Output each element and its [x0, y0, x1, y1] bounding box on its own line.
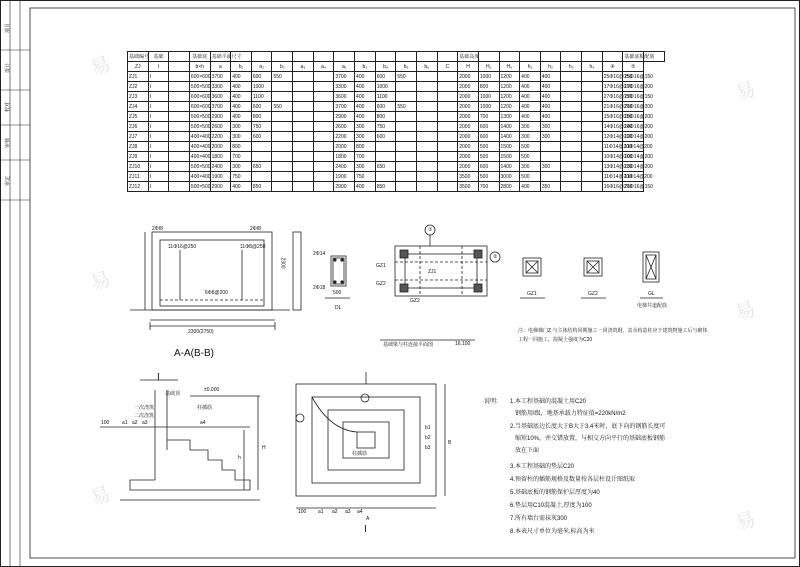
dim-label: 2300(2750): [188, 329, 214, 335]
table-cell: b₂: [272, 62, 293, 72]
table-cell: 1000: [251, 82, 272, 92]
level-label: 基础顶: [165, 391, 181, 397]
table-cell: ZJ8: [128, 142, 149, 152]
note-line: 6.垫层用C10混凝土,厚度为100: [510, 503, 592, 509]
table-cell: 3700: [334, 72, 355, 82]
table-cell: 13Φ14@200: [603, 163, 633, 170]
table-cell: 1000: [478, 102, 499, 112]
table-cell: 500×500: [190, 163, 211, 170]
table-cell: 550: [396, 72, 417, 82]
table-cell: ZJ1: [128, 72, 149, 82]
table-cell: ZJ12: [128, 182, 149, 192]
table-cell: 750: [231, 172, 252, 182]
rebar-label: 柱插筋: [352, 451, 368, 457]
table-cell: I: [148, 182, 169, 192]
table-cell: 11Φ14@200: [603, 173, 632, 180]
table-cell: I: [148, 102, 169, 112]
table-cell: 2900: [334, 182, 355, 192]
table-cell: 800: [231, 142, 252, 152]
table-cell: 2200: [334, 132, 355, 142]
table-cell: a₁: [334, 62, 355, 72]
elevation-label: 16.100: [455, 341, 471, 347]
table-cell: I: [148, 82, 169, 92]
table-cell: 21Φ16@150: [624, 183, 653, 190]
table-cell: h₄: [582, 62, 603, 72]
elevator-note: 注：电梯梯门Z 与主体结构同期施工一同浇筑钢，其余构造柱应于建筑物施工后与砌体工程一同施工，混凝土强度为C20: [518, 328, 708, 343]
section-label: GZ2: [588, 291, 598, 297]
table-cell: 400: [231, 102, 252, 112]
table-cell: 750: [251, 122, 272, 132]
sidebar-label: 审定: [5, 175, 12, 187]
table-cell: 500: [478, 142, 499, 152]
table-cell: 700: [478, 182, 499, 192]
section-label: GL: [648, 291, 655, 297]
table-cell: 600: [478, 122, 499, 132]
table-cell: 500: [520, 172, 541, 182]
table-cell: 1400: [499, 162, 520, 172]
table-cell: 2000: [458, 72, 479, 82]
dim-label: a3: [345, 509, 351, 515]
table-cell: 600: [251, 102, 272, 112]
table-cell: 300: [520, 162, 541, 172]
table-cell: 500: [478, 152, 499, 162]
table-cell: 400: [520, 102, 541, 112]
table-cell: 400: [231, 182, 252, 192]
table-cell: 400: [520, 112, 541, 122]
table-cell: b₆: [416, 62, 437, 72]
table-cell: I: [148, 152, 169, 162]
table-cell: 400: [540, 92, 561, 102]
dim-label: B: [448, 440, 452, 446]
table-cell: C: [437, 62, 458, 72]
table-cell: 14Φ16@200: [603, 123, 633, 130]
table-cell: 300: [540, 122, 561, 132]
table-cell: b₁: [231, 62, 252, 72]
table-cell: 1900: [210, 172, 231, 182]
dim-label: a4: [357, 509, 363, 515]
table-cell: ZJ5: [128, 112, 149, 122]
table-cell: 400×400: [190, 153, 211, 160]
note-line: 3.本工程基础的垫层C20: [510, 464, 575, 470]
table-cell: 850: [251, 182, 272, 192]
table-cell: 12Φ14@200: [603, 133, 633, 140]
note-line: 放在下面: [515, 448, 540, 454]
table-cell: 400: [231, 82, 252, 92]
table-cell: 21Φ16@200: [624, 103, 653, 110]
pour-label: 一次浇筑: [134, 405, 155, 411]
table-cell: I: [148, 162, 169, 172]
table-cell: I: [148, 72, 169, 82]
table-cell: 1100: [251, 92, 272, 102]
column-label: GZ2: [376, 281, 386, 287]
note-line: 4.预留柱的插筋规格及数量按各层柱设计图纸取: [510, 477, 636, 483]
note-line: 8.本表尺寸单位为毫米,标高为米: [510, 529, 595, 535]
table-cell: 300: [520, 132, 541, 142]
table-cell: 10Φ14@200: [603, 153, 633, 160]
table-cell: ZJ2: [128, 82, 149, 92]
table-cell: I: [148, 122, 169, 132]
table-cell: 1500: [499, 152, 520, 162]
table-cell: 300: [355, 122, 376, 132]
table-cell: 550: [396, 102, 417, 112]
table-cell: h₁: [520, 62, 541, 72]
table-cell: a₄: [313, 62, 334, 72]
note-line: 5.基础底板的钢筋保护层厚度为40: [510, 490, 600, 496]
table-cell: 3500: [458, 172, 479, 182]
table-cell: 3700: [334, 102, 355, 112]
table-cell: 3500: [458, 182, 479, 192]
table-cell: 2000: [458, 82, 479, 92]
table-cell: 400: [520, 182, 541, 192]
table-cell: 2000: [458, 162, 479, 172]
table-cell: 300: [231, 122, 252, 132]
table-cell: 600: [251, 132, 272, 142]
note-line: 1.本工程基础的混凝土用C20: [510, 399, 587, 405]
table-cell: h₃: [561, 62, 582, 72]
table-cell: 基础: [148, 52, 169, 62]
table-cell: 700: [478, 112, 499, 122]
table-cell: 400: [540, 112, 561, 122]
dim-label: b3: [425, 445, 431, 451]
table-cell: I: [148, 142, 169, 152]
rebar-label: 柱插筋: [197, 405, 213, 411]
table-cell: 600: [478, 132, 499, 142]
table-cell: I: [148, 112, 169, 122]
table-cell: b₄: [375, 62, 396, 72]
table-cell: 500×500: [190, 183, 211, 190]
table-cell: 500: [520, 152, 541, 162]
table-cell: 550: [272, 72, 293, 82]
table-cell: 基础高度: [458, 52, 479, 62]
table-cell: 2000: [458, 92, 479, 102]
table-cell: a: [210, 62, 231, 72]
table-cell: 1000: [375, 82, 396, 92]
note-line: 2.当基础底边长度大于B大于3.4米时，底下向的钢筋长度可: [510, 424, 666, 430]
note-line: 钢筋用Ⅰ级，地基承载力特征值=220kN/m2: [515, 411, 626, 417]
dim-label: b1: [425, 425, 431, 431]
note-line: 缩短10%，并交错放置，与相交方向平行的基础底板钢筋: [515, 436, 666, 442]
table-cell: 2000: [458, 152, 479, 162]
table-cell: 17Φ16@200: [624, 83, 653, 90]
table-cell: 基础底板配筋: [623, 52, 644, 62]
table-cell: 400: [355, 82, 376, 92]
table-cell: 3600: [210, 92, 231, 102]
table-cell: h₂: [540, 62, 561, 72]
table-cell: 400: [355, 112, 376, 122]
table-cell: ZJ10: [128, 162, 149, 172]
elevation-label: ±0.000: [204, 387, 220, 393]
table-cell: 800: [478, 82, 499, 92]
table-cell: 1900: [334, 172, 355, 182]
dim-label: A: [366, 516, 370, 522]
table-cell: 16Φ16@200: [603, 183, 633, 190]
footing-label: ZJ1: [428, 269, 437, 275]
table-cell: 11Φ14@200: [624, 173, 653, 180]
table-cell: 400: [355, 102, 376, 112]
table-cell: 2900: [210, 112, 231, 122]
table-cell: 2600: [210, 122, 231, 132]
dim-label: 100: [101, 420, 110, 426]
sidebar-label: 设计: [5, 62, 12, 74]
table-cell: 11Φ14@200: [624, 143, 653, 150]
table-cell: I: [148, 92, 169, 102]
dim-label: a1: [318, 509, 324, 515]
table-cell: 25Φ16@150: [624, 73, 653, 80]
table-cell: 2000: [210, 142, 231, 152]
table-cell: 1200: [499, 92, 520, 102]
dim-label: 100: [298, 509, 307, 515]
table-cell: 1400: [499, 122, 520, 132]
dim-label: 2ΦI8: [152, 226, 163, 232]
table-cell: 400×400: [190, 143, 211, 150]
section-title: I: [157, 372, 160, 383]
rebar-label: 6Φ8@200: [205, 290, 228, 296]
table-cell: 650: [375, 162, 396, 172]
pour-label: 二次浇筑: [134, 413, 155, 419]
table-cell: 1400: [499, 132, 520, 142]
dim-label: h: [238, 455, 241, 461]
table-cell: 400: [520, 82, 541, 92]
table-cell: ZJ7: [128, 132, 149, 142]
dim-label: a3: [142, 420, 148, 426]
table-cell: 800: [375, 112, 396, 122]
table-cell: 600: [375, 72, 396, 82]
table-cell: 3600: [334, 92, 355, 102]
table-cell: 10Φ14@200: [624, 153, 653, 160]
table-cell: 2000: [458, 122, 479, 132]
table-cell: 1500: [499, 142, 520, 152]
table-cell: 2200: [210, 132, 231, 142]
table-cell: 550: [272, 102, 293, 112]
table-cell: 2600: [334, 122, 355, 132]
table-cell: ZJ6: [128, 122, 149, 132]
table-cell: 850: [375, 182, 396, 192]
section-label: GZ1: [527, 291, 537, 297]
watermark: 易: [732, 76, 759, 106]
table-cell: 3300: [334, 82, 355, 92]
table-cell: 基础底: [189, 52, 210, 62]
table-cell: 750: [375, 122, 396, 132]
table-cell: 500: [478, 172, 499, 182]
table-cell: 400×400: [190, 133, 211, 140]
table-cell: 2900: [210, 182, 231, 192]
table-cell: 500: [520, 142, 541, 152]
table-cell: ZJ11: [128, 172, 149, 182]
table-cell: 1200: [499, 72, 520, 82]
section-title: A-A(B-B): [174, 348, 214, 359]
plan-title: I: [364, 524, 367, 535]
dim-label: 2300: [279, 257, 286, 269]
table-cell: a₂: [251, 62, 272, 72]
table-cell: 400: [231, 112, 252, 122]
table-cell: 400: [355, 92, 376, 102]
table-cell: 650: [251, 162, 272, 172]
table-cell: 2000: [458, 132, 479, 142]
table-cell: 600: [251, 72, 272, 82]
table-cell: b₃: [355, 62, 376, 72]
table-cell: 1800: [334, 152, 355, 162]
table-cell: 25Φ16@150: [603, 73, 633, 80]
table-cell: 2400: [334, 162, 355, 172]
rebar-label: 11Φ16@250: [168, 244, 197, 250]
table-cell: 基础平面尺寸: [210, 52, 231, 62]
dim-label: a1: [122, 420, 128, 426]
table-cell: 400: [231, 92, 252, 102]
table-cell: 500×500: [190, 113, 211, 120]
table-cell: 1000: [478, 92, 499, 102]
table-cell: 700: [355, 152, 376, 162]
table-cell: 2000: [458, 112, 479, 122]
dim-label: 2ΦI8: [250, 226, 261, 232]
table-cell: a₃: [293, 62, 314, 72]
section-caption: 电梯井道配筋: [637, 303, 668, 309]
table-cell: 3300: [210, 82, 231, 92]
watermark: 易: [87, 51, 114, 81]
table-cell: 600×600: [190, 73, 211, 80]
table-cell: 21Φ16@200: [603, 103, 633, 110]
dim-label: a2: [132, 420, 138, 426]
table-cell: I: [148, 172, 169, 182]
table-cell: 1300: [499, 112, 520, 122]
table-cell: 27Φ16@150: [603, 93, 633, 100]
table-cell: 300: [231, 132, 252, 142]
table-cell: 400: [231, 72, 252, 82]
table-cell: 300: [231, 162, 252, 172]
table-cell: 15Φ16@200: [624, 113, 653, 120]
rebar-label: 11Φ8@250: [240, 244, 266, 250]
table-cell: 600: [375, 102, 396, 112]
table-cell: 350: [540, 182, 561, 192]
table-cell: 600×600: [190, 103, 211, 110]
table-cell: ZJ9: [128, 152, 149, 162]
table-cell: I: [148, 132, 169, 142]
table-cell: ⑤: [623, 62, 644, 72]
table-cell: 500×500: [190, 83, 211, 90]
table-cell: 12Φ14@200: [624, 133, 653, 140]
notes-label: 说明:: [484, 399, 498, 405]
table-cell: ZJ: [128, 62, 149, 72]
table-cell: 1200: [499, 102, 520, 112]
table-cell: 400: [520, 92, 541, 102]
table-cell: 11Φ14@200: [603, 143, 632, 150]
table-cell: ZJ3: [128, 92, 149, 102]
table-cell: I: [148, 62, 169, 72]
table-cell: 700: [231, 152, 252, 162]
table-cell: H: [458, 62, 479, 72]
table-cell: 2800: [499, 182, 520, 192]
table-cell: b×h: [189, 62, 210, 72]
table-cell: 300: [540, 162, 561, 172]
table-cell: 27Φ16@150: [624, 93, 653, 100]
dim-label: a4: [200, 420, 206, 426]
table-cell: H₁: [478, 62, 499, 72]
table-cell: 600×600: [190, 93, 211, 100]
table-cell: 3700: [210, 72, 231, 82]
watermark: 易: [87, 266, 114, 296]
table-cell: 15Φ16@200: [603, 113, 633, 120]
table-cell: b₅: [396, 62, 417, 72]
dim-label: a2: [332, 509, 338, 515]
dim-label: 500: [333, 290, 342, 296]
column-label: GZ1: [376, 263, 386, 269]
watermark: 易: [732, 506, 759, 536]
column-label: GZ2: [410, 298, 420, 304]
table-cell: 750: [355, 172, 376, 182]
table-cell: 3700: [210, 102, 231, 112]
sidebar-label: 审核: [5, 137, 12, 149]
table-cell: ④: [602, 62, 623, 72]
table-cell: 2000: [458, 102, 479, 112]
table-cell: 400: [520, 72, 541, 82]
table-cell: 17Φ16@200: [603, 83, 633, 90]
table-cell: 2000: [334, 142, 355, 152]
dim-label: b2: [425, 435, 431, 441]
grid-label: ①: [428, 227, 433, 233]
table-cell: 1000: [478, 72, 499, 82]
table-cell: 400×400: [190, 173, 211, 180]
table-cell: ZJ4: [128, 102, 149, 112]
detail-title: 基础梁与柱连接平面图: [383, 342, 434, 348]
rebar-label: 2Φ14: [313, 251, 326, 257]
detail-title: DL: [335, 305, 342, 311]
table-cell: 14Φ16@200: [624, 123, 653, 130]
table-cell: H₀: [499, 62, 520, 72]
table-cell: 基础编号: [128, 52, 149, 62]
table-cell: 500×500: [190, 123, 211, 130]
table-cell: 400: [540, 102, 561, 112]
table-cell: 800: [251, 112, 272, 122]
table-cell: 13Φ14@200: [624, 163, 653, 170]
table-cell: 2900: [334, 112, 355, 122]
table-cell: 600: [478, 162, 499, 172]
sidebar-label: 校对: [5, 101, 12, 113]
table-cell: 1200: [499, 82, 520, 92]
table-cell: 400: [540, 72, 561, 82]
table-cell: 800: [355, 142, 376, 152]
table-cell: 2400: [210, 162, 231, 172]
table-cell: 400: [355, 72, 376, 82]
grid-label: ②: [493, 254, 498, 260]
table-cell: 400: [540, 82, 561, 92]
table-cell: 300: [540, 132, 561, 142]
note-line: 7.所有墙台需抹灰300: [510, 516, 568, 522]
watermark: 易: [732, 296, 759, 326]
table-cell: 300: [355, 162, 376, 172]
table-cell: 300: [355, 132, 376, 142]
table-cell: 300: [520, 122, 541, 132]
table-cell: 1800: [210, 152, 231, 162]
table-cell: 1100: [375, 92, 396, 102]
table-cell: 600: [375, 132, 396, 142]
table-cell: 3000: [499, 172, 520, 182]
table-cell: 2000: [458, 142, 479, 152]
dim-label: H: [262, 445, 266, 451]
rebar-label: 2Φ18: [313, 285, 326, 291]
table-cell: 400: [355, 182, 376, 192]
sidebar-label: 项目: [5, 22, 12, 34]
watermark: 易: [87, 481, 114, 511]
